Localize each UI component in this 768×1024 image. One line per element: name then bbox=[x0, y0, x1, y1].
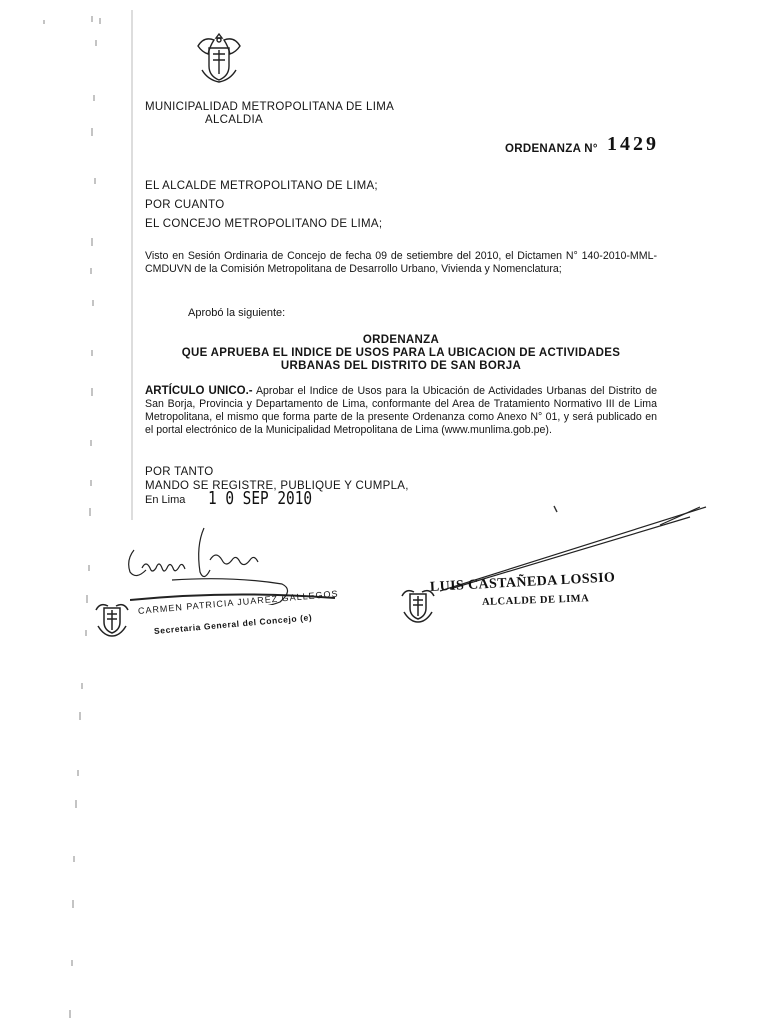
en-lima-label: En Lima bbox=[145, 494, 186, 506]
coat-of-arms-emblem bbox=[192, 30, 246, 86]
institution-name: MUNICIPALIDAD METROPOLITANA DE LIMA bbox=[145, 101, 395, 113]
scan-margin-marks bbox=[0, 0, 140, 1024]
article-label: ARTÍCULO UNICO.- bbox=[145, 385, 253, 397]
ordinance-number: 1429 bbox=[607, 133, 659, 155]
article-paragraph bbox=[145, 385, 657, 437]
right-signatory-role: ALCALDE DE LIMA bbox=[481, 593, 590, 608]
preamble-line-3: EL CONCEJO METROPOLITANO DE LIMA; bbox=[145, 218, 383, 230]
pen-mark bbox=[552, 504, 560, 514]
ordinance-title-line-1: QUE APRUEBA EL INDICE DE USOS PARA LA UBICACION DE ACTIVIDADES bbox=[181, 347, 621, 359]
visto-paragraph: Visto en Sesión Ordinaria de Concejo de fecha 09 de setiembre del 2010, el Dictamen N° 140-2010-MML-CMDUVN de la Comisión Metropolitana de Desarrollo Urbano, Vivienda y Nomenclatura; bbox=[145, 250, 657, 275]
mando-line: MANDO SE REGISTRE, PUBLIQUE Y CUMPLA, bbox=[145, 480, 409, 492]
article-text: Aprobar el Indice de Usos para la Ubicación de Actividades Urbanas del Distrito de San Borja, Provincia y Departamento de Lima, conformante del Area de Tratamiento Normativo III de Lima Metropolitana, el mismo que forma parte de la presente Ordenanza como Anexo N° 01, y será publicado en el portal electrónico de la Municipalidad Metropolitana de Lima (www.munlima.gob.pe). bbox=[145, 385, 657, 436]
ordinance-label: ORDENANZA N° bbox=[505, 143, 598, 155]
por-tanto: POR TANTO bbox=[145, 466, 214, 478]
ordinance-title-line-2: URBANAS DEL DISTRITO DE SAN BORJA bbox=[280, 360, 522, 372]
aprobo-line: Aprobó la siguiente: bbox=[188, 307, 286, 319]
left-signatory-role: Secretaria General del Concejo (e) bbox=[153, 612, 313, 636]
preamble-line-2: POR CUANTO bbox=[145, 199, 225, 211]
date-stamp: 1 0 SEP 2010 bbox=[208, 488, 313, 509]
ordinance-heading: ORDENANZA bbox=[362, 334, 440, 346]
office-name: ALCALDIA bbox=[205, 114, 264, 126]
preamble-line-1: EL ALCALDE METROPOLITANO DE LIMA; bbox=[145, 180, 378, 192]
left-signatory-name: CARMEN PATRICIA JUAREZ GALLEGOS bbox=[137, 588, 339, 616]
municipal-seal-left bbox=[92, 596, 132, 638]
right-signatory-name: LUIS CASTAÑEDA LOSSIO bbox=[429, 570, 616, 595]
